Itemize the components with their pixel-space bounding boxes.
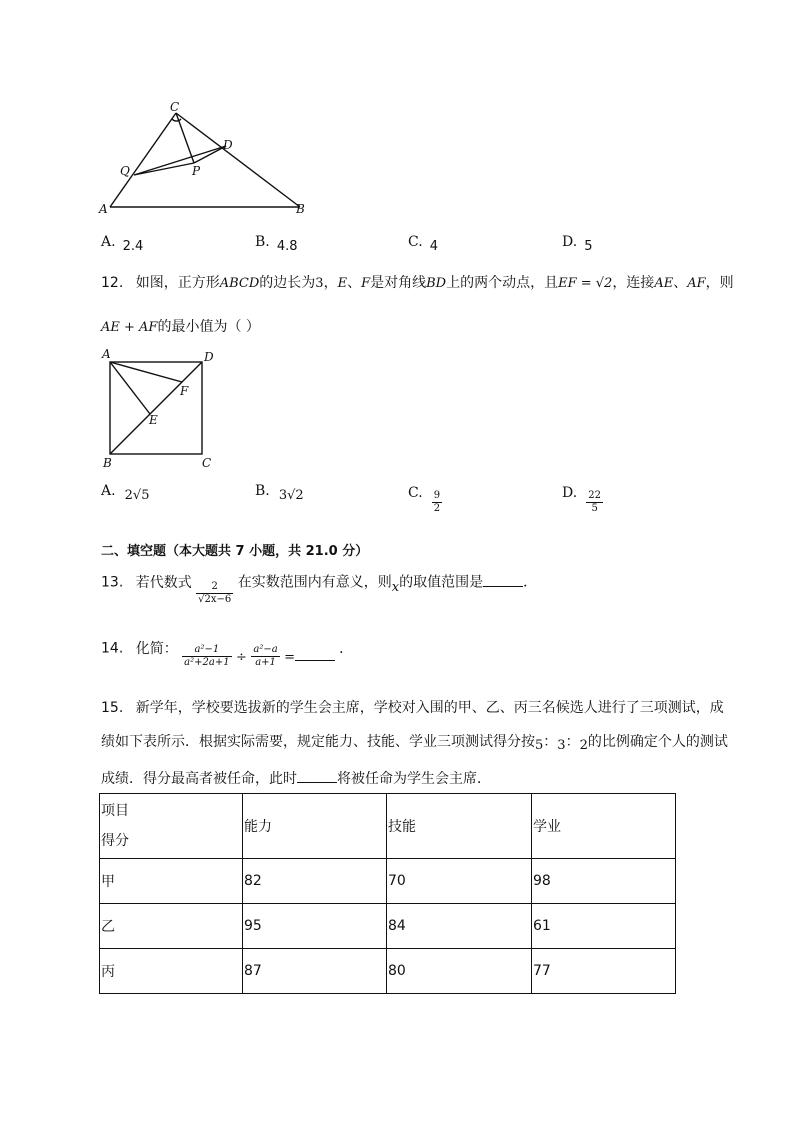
q15-stem-line1	[101, 697, 724, 717]
section-title: 二、填空题（本大题共 7 小题，共 21.0 分）	[101, 544, 369, 559]
q12-stem-line2	[101, 316, 260, 336]
q11-label-d: D	[223, 138, 233, 152]
q11-option-b-value: 4.8	[276, 239, 298, 254]
q12-label-b: B	[103, 456, 112, 470]
q14-answer-blank[interactable]	[295, 648, 335, 661]
q11-option-a[interactable]	[101, 231, 144, 254]
q12-point-e: E	[337, 276, 348, 291]
q12-text-6: 上的两个动点，且	[446, 275, 559, 291]
q15-line-2a: 绩如下表所示．根据实际需要，规定能力、技能、学业三项测试得分按	[101, 734, 535, 750]
q15-ratio-a: 5	[535, 738, 544, 753]
q12-option-a[interactable]	[101, 480, 150, 503]
q12-text-8: 、	[673, 275, 688, 291]
table-cell: 95	[243, 904, 387, 949]
q15-ratio-sep-2: ：	[565, 734, 580, 750]
q12-square-name: ABCD	[219, 276, 260, 291]
q12-option-d-letter: D.	[562, 485, 578, 501]
q11-option-c-value: 4	[429, 239, 439, 254]
table-corner-cell	[100, 794, 243, 859]
table-row-name: 丙	[100, 949, 243, 994]
q15-ratio-c: 2	[579, 738, 588, 753]
q11-option-a-value: 2.4	[122, 239, 144, 254]
q12-segment-af: AF	[687, 276, 706, 291]
q12-text-2: 的边长为	[259, 275, 316, 291]
q12-option-d-fraction	[586, 490, 603, 515]
q14-fraction-2	[251, 644, 279, 669]
q12-option-c-numerator: 9	[433, 490, 441, 501]
table-header-ability: 能力	[243, 794, 387, 859]
q12-text-3: ，	[323, 275, 338, 291]
q13-fraction	[196, 581, 233, 606]
q12-option-a-letter: A.	[101, 483, 116, 499]
q14-fraction-2-numerator: a²−a	[253, 644, 278, 655]
q15-ratio-b: 3	[557, 738, 566, 753]
q12-stem-line1	[101, 272, 734, 292]
q11-triangle-figure	[90, 95, 320, 220]
q12-label-c: C	[202, 456, 212, 470]
table-cell: 84	[387, 904, 532, 949]
table-row	[100, 859, 676, 904]
table-cell: 80	[387, 949, 532, 994]
table-cell: 98	[532, 859, 676, 904]
q13-denominator: √2x−6	[198, 594, 232, 605]
q13-text-1: 若代数式	[135, 574, 192, 591]
q14-fraction-1-denominator: a²+2a+1	[184, 657, 230, 668]
table-cell: 87	[243, 949, 387, 994]
q13-stem	[101, 570, 538, 605]
table-corner-bottom: 得分	[101, 833, 129, 849]
q12-option-d[interactable]	[562, 480, 603, 514]
q15-line-1: 新学年，学校要选拔新的学生会主席，学校对入围的甲、乙、丙三名候选人进行了三项测试，成	[135, 700, 724, 716]
q11-option-c[interactable]	[408, 231, 439, 254]
table-cell: 77	[532, 949, 676, 994]
q12-point-f: F	[361, 276, 371, 291]
table-row-name: 乙	[100, 904, 243, 949]
q12-option-b-value: 3√2	[278, 488, 304, 503]
q14-number: 14.	[101, 640, 124, 657]
q13-answer-blank[interactable]	[483, 574, 523, 587]
q12-ef-equation: EF = √2	[558, 276, 613, 291]
q13-number: 13.	[101, 574, 124, 591]
q11-label-q: Q	[120, 164, 130, 178]
q15-stem-line3	[101, 768, 491, 788]
table-cell: 82	[243, 859, 387, 904]
q13-numerator: 2	[196, 581, 233, 594]
q12-option-b[interactable]	[255, 480, 304, 503]
q11-label-c: C	[170, 100, 180, 114]
q12-number: 12.	[101, 275, 124, 291]
table-cell: 61	[532, 904, 676, 949]
q12-option-c[interactable]	[408, 480, 442, 514]
table-row	[100, 949, 676, 994]
q13-text-3: 的取值范围是	[399, 574, 484, 591]
q12-text-4: 、	[347, 275, 362, 291]
q14-divide-sign: ÷	[236, 649, 247, 665]
q12-text-5: 是对角线	[370, 275, 427, 291]
q14-text-2: ．	[339, 640, 354, 657]
q12-option-c-fraction	[432, 490, 442, 515]
q14-stem	[101, 636, 354, 668]
q14-text-1: 化简：	[135, 640, 178, 657]
q15-line-3b: 将被任命为学生会主席．	[337, 771, 491, 787]
q15-answer-blank[interactable]	[297, 770, 337, 783]
q14-fraction-2-denominator: a+1	[255, 657, 276, 668]
q12-option-d-denominator: 5	[591, 503, 598, 514]
q15-stem-line2	[101, 731, 728, 751]
q12-text-10: 的最小值为（ ）	[157, 319, 260, 335]
q13-text-4: ．	[523, 574, 538, 591]
q12-text-7: ，连接	[612, 275, 655, 291]
q14-equals-sign: =	[284, 649, 296, 665]
q11-option-b[interactable]	[255, 231, 298, 254]
table-header-skill: 技能	[387, 794, 532, 859]
table-row	[100, 904, 676, 949]
q12-option-c-denominator: 2	[433, 503, 441, 514]
q12-segment-ae: AE	[654, 276, 674, 291]
q15-line-2b: 的比例确定个人的测试	[587, 734, 728, 750]
q12-label-d: D	[204, 350, 214, 364]
q11-option-c-letter: C.	[408, 234, 423, 250]
q13-text-2: 在实数范围内有意义，则	[237, 574, 392, 591]
q12-sum: AE + AF	[101, 320, 158, 335]
table-row-name: 甲	[100, 859, 243, 904]
q11-option-d[interactable]	[562, 231, 593, 254]
q15-number: 15.	[101, 700, 124, 716]
q15-line-3a: 成绩．得分最高者被任命，此时	[101, 771, 297, 787]
q12-label-a: A	[102, 347, 111, 361]
q11-option-b-letter: B.	[255, 234, 270, 250]
q15-ratio-sep-1: ：	[543, 734, 558, 750]
q12-option-a-value: 2√5	[124, 488, 150, 503]
table-cell: 70	[387, 859, 532, 904]
table-header-row	[100, 794, 676, 859]
q12-square-figure	[98, 345, 228, 473]
q12-option-b-letter: B.	[255, 483, 270, 499]
q12-option-c-letter: C.	[408, 485, 423, 501]
q12-text-9: ，则	[705, 275, 734, 291]
q12-side: 3	[315, 276, 324, 291]
q11-label-b: B	[296, 202, 305, 216]
table-header-academic: 学业	[532, 794, 676, 859]
score-table	[99, 793, 676, 994]
q11-option-a-letter: A.	[101, 234, 116, 250]
q11-label-p: P	[192, 164, 201, 178]
q14-fraction-1-numerator: a²−1	[182, 644, 231, 657]
q12-text-1: 如图，正方形	[135, 275, 220, 291]
q12-option-d-numerator: 22	[588, 490, 602, 501]
q11-option-d-letter: D.	[562, 234, 578, 250]
q12-label-e: E	[149, 413, 158, 427]
q14-fraction-1	[182, 644, 231, 669]
q13-variable-x: x	[391, 579, 400, 595]
q11-option-d-value: 5	[584, 239, 593, 254]
table-corner-top: 项目	[101, 803, 129, 819]
q12-diagonal: BD	[426, 276, 447, 291]
q12-label-f: F	[180, 384, 189, 398]
q11-label-a: A	[99, 202, 108, 216]
